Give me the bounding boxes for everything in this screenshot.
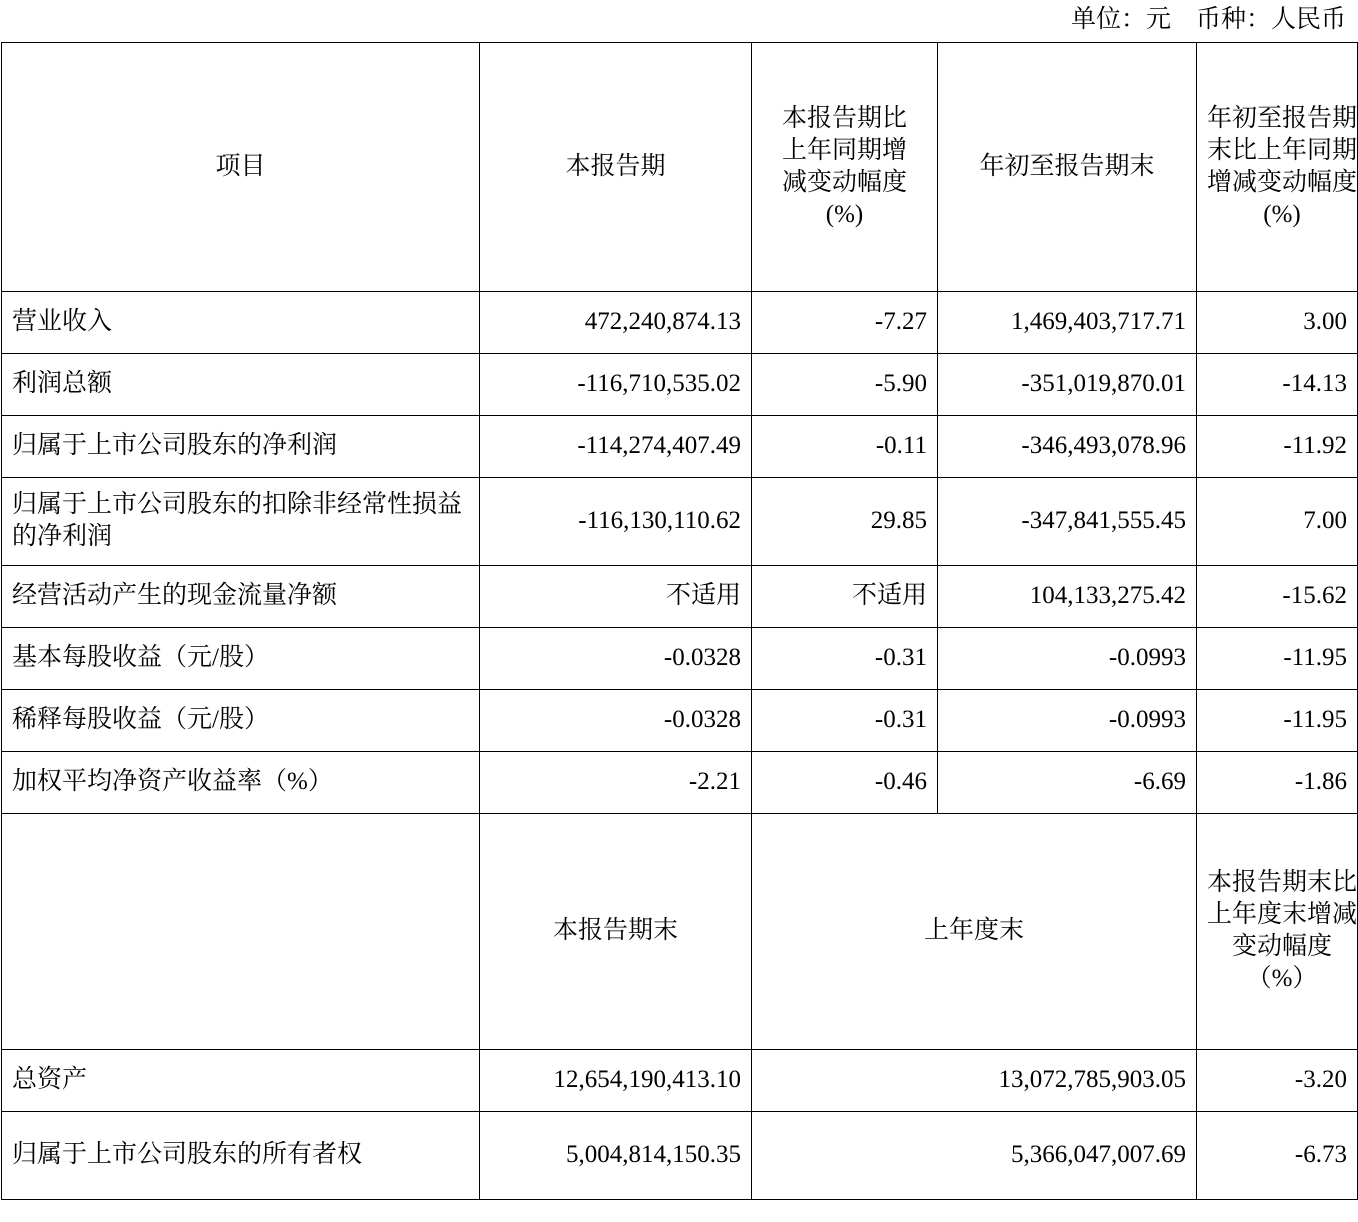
table-row xyxy=(2,353,1358,415)
row-period-end: 12,654,190,413.10 xyxy=(480,1049,752,1111)
row-current-period: -0.0328 xyxy=(480,689,752,751)
row-ytd: -6.69 xyxy=(938,751,1197,813)
row-label: 营业收入 xyxy=(2,291,480,353)
row-current-change: -0.11 xyxy=(752,415,938,477)
header-current-period: 本报告期 xyxy=(480,42,752,291)
row-ytd: -0.0993 xyxy=(938,689,1197,751)
row-current-period: -2.21 xyxy=(480,751,752,813)
row-current-period: 472,240,874.13 xyxy=(480,291,752,353)
row-label: 归属于上市公司股东的净利润 xyxy=(2,415,480,477)
row-ytd-change: -11.95 xyxy=(1197,627,1358,689)
row-ytd: 104,133,275.42 xyxy=(938,565,1197,627)
row-label: 加权平均净资产收益率（%） xyxy=(2,751,480,813)
row-ytd: -346,493,078.96 xyxy=(938,415,1197,477)
row-label: 利润总额 xyxy=(2,353,480,415)
row-ytd-change: -11.92 xyxy=(1197,415,1358,477)
row-current-change: -0.31 xyxy=(752,689,938,751)
header-item: 项目 xyxy=(2,42,480,291)
row-label: 总资产 xyxy=(2,1049,480,1111)
header-ytd: 年初至报告期末 xyxy=(938,42,1197,291)
table-row xyxy=(2,477,1358,565)
header-ytd-change: 年初至报告期末比上年同期增减变动幅度(%) xyxy=(1197,42,1358,291)
row-current-period: 不适用 xyxy=(480,565,752,627)
table-row xyxy=(2,689,1358,751)
header-current-change: 本报告期比上年同期增减变动幅度(%) xyxy=(752,42,938,291)
unit-note: 单位：元 币种：人民币 xyxy=(1070,6,1346,33)
header-period-end: 本报告期末 xyxy=(480,813,752,1049)
table-row xyxy=(2,1111,1358,1199)
row-label: 归属于上市公司股东的所有者权 xyxy=(2,1111,480,1199)
table-row xyxy=(2,565,1358,627)
header-last-year-end: 上年度末 xyxy=(752,813,1197,1049)
row-ytd-change: -15.62 xyxy=(1197,565,1358,627)
row-last-year-end: 13,072,785,903.05 xyxy=(752,1049,1197,1111)
row-ytd-change: -14.13 xyxy=(1197,353,1358,415)
row-ytd: -347,841,555.45 xyxy=(938,477,1197,565)
row-ytd-change: -11.95 xyxy=(1197,689,1358,751)
table-row xyxy=(2,627,1358,689)
row-current-change: -7.27 xyxy=(752,291,938,353)
quarterly-metrics-table xyxy=(1,42,1358,1200)
row-current-period: -114,274,407.49 xyxy=(480,415,752,477)
row-ytd-change: 3.00 xyxy=(1197,291,1358,353)
table-row xyxy=(2,751,1358,813)
header-balance-change: 本报告期末比上年度末增减变动幅度（%） xyxy=(1197,813,1358,1049)
row-current-period: -116,130,110.62 xyxy=(480,477,752,565)
row-label: 经营活动产生的现金流量净额 xyxy=(2,565,480,627)
balance-header-row xyxy=(2,813,1358,1049)
row-ytd-change: 7.00 xyxy=(1197,477,1358,565)
row-ytd: 1,469,403,717.71 xyxy=(938,291,1197,353)
row-current-change: 29.85 xyxy=(752,477,938,565)
row-period-end: 5,004,814,150.35 xyxy=(480,1111,752,1199)
row-current-change: -0.46 xyxy=(752,751,938,813)
row-current-period: -0.0328 xyxy=(480,627,752,689)
row-label: 基本每股收益（元/股） xyxy=(2,627,480,689)
row-ytd: -0.0993 xyxy=(938,627,1197,689)
table-row xyxy=(2,415,1358,477)
row-current-period: -116,710,535.02 xyxy=(480,353,752,415)
row-current-change: -0.31 xyxy=(752,627,938,689)
row-ytd: -351,019,870.01 xyxy=(938,353,1197,415)
row-last-year-end: 5,366,047,007.69 xyxy=(752,1111,1197,1199)
row-current-change: 不适用 xyxy=(752,565,938,627)
table-row xyxy=(2,1049,1358,1111)
table-header-row xyxy=(2,42,1358,291)
table-row xyxy=(2,291,1358,353)
header-balance-item xyxy=(2,813,480,1049)
row-label: 稀释每股收益（元/股） xyxy=(2,689,480,751)
row-label: 归属于上市公司股东的扣除非经常性损益的净利润 xyxy=(2,477,480,565)
row-change: -3.20 xyxy=(1197,1049,1358,1111)
row-ytd-change: -1.86 xyxy=(1197,751,1358,813)
row-change: -6.73 xyxy=(1197,1111,1358,1199)
row-current-change: -5.90 xyxy=(752,353,938,415)
